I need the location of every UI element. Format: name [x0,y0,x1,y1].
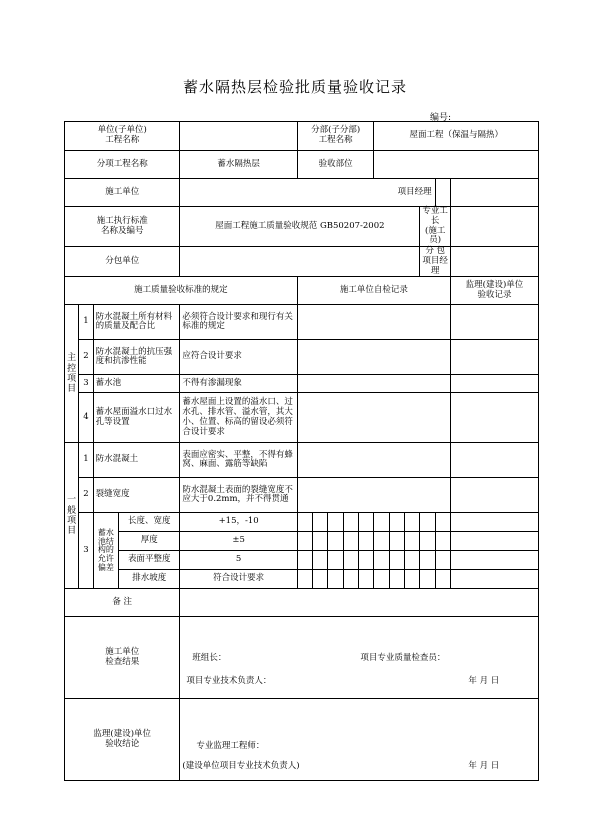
measure-cell[interactable] [435,532,450,551]
main-item-self-check[interactable] [297,305,450,340]
remarks-value[interactable] [180,589,539,617]
main-item-self-check[interactable] [297,375,450,393]
main-item-req: 蓄水屋面上设置的溢水口、过水孔、排水管、溢水管，其大小、位置、标高的留设必须符合设计要求 [180,393,297,443]
main-item-name: 蓄水屋面溢水口过水孔等设置 [93,393,180,443]
main-item-self-check[interactable] [297,393,450,443]
subcontractor-label: 分包单位 [65,247,180,277]
supervision-col-header: 监理(建设)单位 验收记录 [450,277,538,305]
owner-tech-label: (建设单位项目专业技术负责人) [182,761,300,772]
general-item-no: 1 [79,443,93,478]
main-item-req: 应符合设计要求 [180,340,297,375]
tolerance-supervision[interactable] [450,551,538,570]
unit-project-value[interactable] [180,122,297,151]
measure-cell[interactable] [313,570,328,589]
main-item-supervision[interactable] [450,340,538,375]
measure-cell[interactable] [343,513,358,532]
general-item-name: 裂缝宽度 [93,478,180,513]
supervision-date: 年 月 日 [468,761,500,772]
measure-cell[interactable] [405,532,420,551]
general-item-self-check[interactable] [297,478,450,513]
measure-cell[interactable] [420,532,435,551]
main-item-name: 防水混凝土的抗压强度和抗渗性能 [93,340,180,375]
tolerance-row-name: 厚度 [119,532,180,551]
tolerance-row-name: 表面平整度 [119,551,180,570]
measure-cell[interactable] [297,513,312,532]
sub-manager-value[interactable] [450,247,538,277]
tolerance-no: 3 [79,513,93,589]
general-group-label: 一 般 项 目 [65,443,79,589]
measure-cell[interactable] [328,570,343,589]
main-item-supervision[interactable] [450,393,538,443]
measure-cell[interactable] [359,551,374,570]
measure-cell[interactable] [297,551,312,570]
measure-cell[interactable] [420,513,435,532]
construction-date: 年 月 日 [468,676,500,687]
subcontractor-value[interactable] [180,247,420,277]
main-control-group-label: 主 控 项 目 [65,305,79,443]
main-item-no: 2 [79,340,93,375]
team-leader-label: 班组长： [192,653,227,664]
sub-manager-label: 分 包 项目经理 [420,247,451,277]
tolerance-row-value: 符合设计要求 [180,570,297,589]
measure-cell[interactable] [313,513,328,532]
main-item-req: 不得有渗漏现象 [180,375,297,393]
measure-cell[interactable] [374,570,389,589]
measure-cell[interactable] [405,513,420,532]
tolerance-row-name: 长度、宽度 [119,513,180,532]
measure-cell[interactable] [374,532,389,551]
tolerance-row-name: 排水坡度 [119,570,180,589]
general-item-supervision[interactable] [450,478,538,513]
unit-project-label: 单位(子单位) 工程名称 [65,122,180,151]
measure-cell[interactable] [405,551,420,570]
general-item-name: 防水混凝土 [93,443,180,478]
main-item-no: 1 [79,305,93,340]
code-label: 编号: [430,113,452,123]
measure-cell[interactable] [297,570,312,589]
measure-cell[interactable] [405,570,420,589]
standard-col-header: 施工质量验收标准的规定 [65,277,298,305]
construction-unit-label: 施工单位 [65,179,180,207]
page-title: 蓄水隔热层检验批质量验收记录 [182,78,407,96]
tolerance-label: 蓄水 池结 构的 允许 偏差 [93,513,119,589]
tolerance-supervision[interactable] [450,513,538,532]
sub-item-label: 分项工程名称 [65,151,180,179]
main-item-req: 必须符合设计要求和现行有关标准的规定 [180,305,297,340]
inspection-form [64,121,539,781]
main-item-supervision[interactable] [450,375,538,393]
measure-cell[interactable] [359,513,374,532]
general-item-req: 表面应密实、平整，不得有蜂窝、麻面、露筋等缺陷 [180,443,297,478]
measure-cell[interactable] [389,513,404,532]
supervision-result-area[interactable] [180,699,539,781]
measure-cell[interactable] [374,513,389,532]
tolerance-supervision[interactable] [450,532,538,551]
measure-cell[interactable] [297,532,312,551]
main-item-no: 4 [79,393,93,443]
general-item-self-check[interactable] [297,443,450,478]
measure-cell[interactable] [343,532,358,551]
self-check-col-header: 施工单位自检记录 [297,277,450,305]
project-manager-label: 项目经理 [435,179,450,207]
supervision-result-label: 监理(建设)单位 验收结论 [65,699,180,781]
construction-unit-value[interactable] [180,179,435,207]
foreman-value[interactable] [450,207,538,247]
measure-cell[interactable] [435,570,450,589]
acceptance-part-label: 验收部位 [297,151,374,179]
remarks-label: 备 注 [65,589,180,617]
subdivision-value[interactable]: 屋面工程（保温与隔热） [374,122,539,151]
main-item-name: 防水混凝土所有材料的质量及配合比 [93,305,180,340]
measure-cell[interactable] [313,551,328,570]
measure-cell[interactable] [389,570,404,589]
measure-cell[interactable] [343,551,358,570]
main-item-no: 3 [79,375,93,393]
measure-cell[interactable] [435,551,450,570]
measure-cell[interactable] [389,532,404,551]
tolerance-row-value: +15，-10 [180,513,297,532]
measure-cell[interactable] [389,551,404,570]
main-item-name: 蓄水池 [93,375,180,393]
general-item-req: 防水混凝土表面的裂缝宽度不应大于0.2mm，并不得贯通 [180,478,297,513]
tolerance-row-value: ±5 [180,532,297,551]
subdivision-label: 分部(子分部) 工程名称 [297,122,374,151]
measure-cell[interactable] [328,513,343,532]
measure-cell[interactable] [328,551,343,570]
tech-lead-label: 项目专业技术负责人： [186,676,272,687]
main-item-self-check[interactable] [297,340,450,375]
measure-cell[interactable] [374,551,389,570]
measure-cell[interactable] [435,513,450,532]
general-item-supervision[interactable] [450,443,538,478]
measure-cell[interactable] [359,570,374,589]
engineer-label: 专业监理工程师： [196,741,265,752]
project-manager-value[interactable] [450,179,538,207]
foreman-label: 专业工长 (施工员) [420,207,451,247]
general-item-no: 2 [79,478,93,513]
construction-result-label: 施工单位 检查结果 [65,617,180,699]
acceptance-part-value[interactable] [374,151,539,179]
construction-result-area[interactable] [180,617,539,699]
tolerance-supervision[interactable] [450,570,538,589]
standard-value: 屋面工程施工质量验收规范 GB50207-2002 [180,207,420,247]
measure-cell[interactable] [420,570,435,589]
standard-label: 施工执行标准 名称及编号 [65,207,180,247]
measure-cell[interactable] [359,532,374,551]
measure-cell[interactable] [328,532,343,551]
sub-item-value[interactable]: 蓄水隔热层 [180,151,297,179]
measure-cell[interactable] [313,532,328,551]
tolerance-row-value: 5 [180,551,297,570]
quality-inspector-label: 项目专业质量检查员： [360,653,446,664]
measure-cell[interactable] [343,570,358,589]
measure-cell[interactable] [420,551,435,570]
main-item-supervision[interactable] [450,305,538,340]
